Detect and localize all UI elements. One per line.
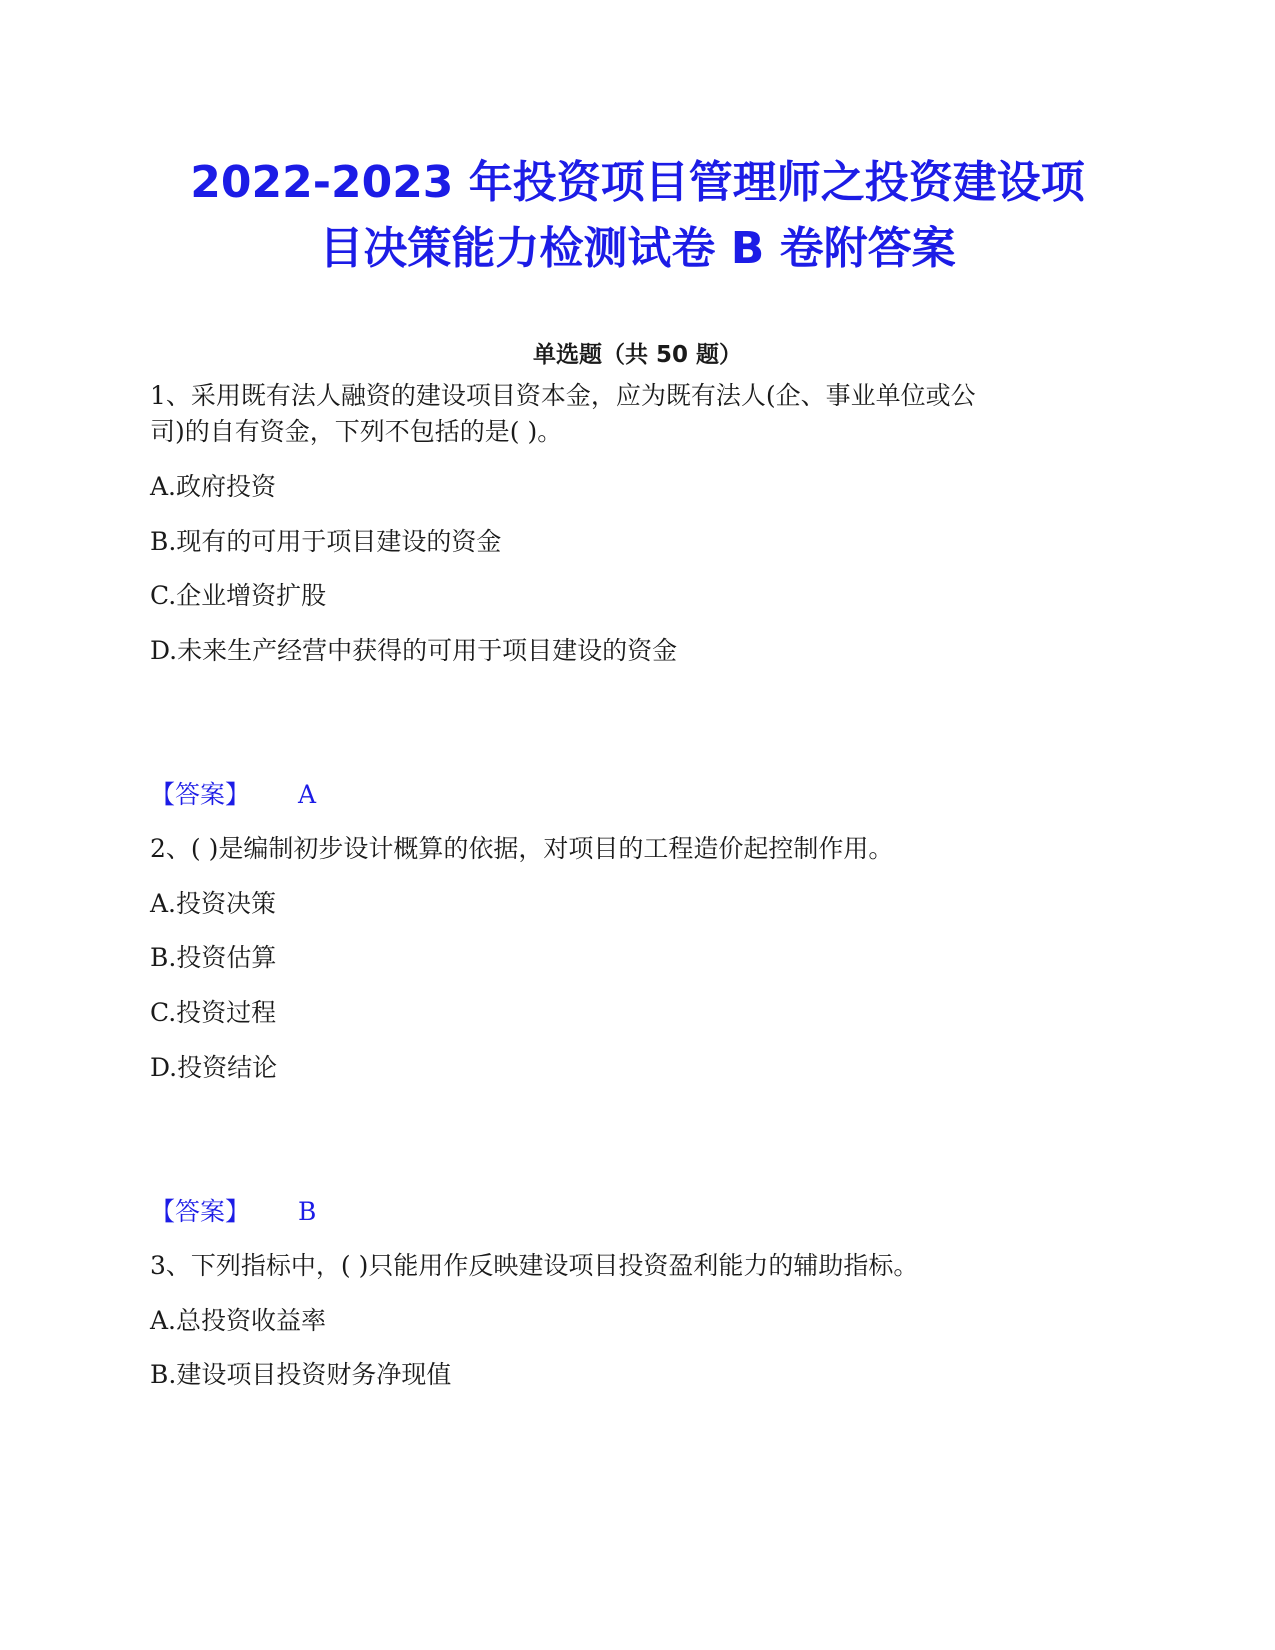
question-2-stem: 2、( )是编制初步设计概算的依据，对项目的工程造价起控制作用。 — [150, 834, 894, 863]
answer-value: A — [298, 780, 317, 809]
question-3-option-b: B.建设项目投资财务净现值 — [150, 1360, 452, 1389]
question-1-stem-line-1: 1、采用既有法人融资的建设项目资本金，应为既有法人(企、事业单位或公 — [150, 381, 976, 410]
title-line-2: 目决策能力检测试卷 B 卷附答案 — [319, 223, 956, 274]
answer-value: B — [298, 1197, 317, 1226]
question-2-option-a: A.投资决策 — [150, 889, 277, 918]
question-2-option-d: D.投资结论 — [150, 1053, 278, 1082]
section-heading: 单选题（共 50 题） — [532, 342, 743, 368]
question-1-stem-line-2: 司)的自有资金，下列不包括的是( )。 — [150, 417, 563, 446]
answer-label: 【答案】 — [150, 1197, 251, 1226]
question-3-stem: 3、下列指标中，( )只能用作反映建设项目投资盈利能力的辅助指标。 — [150, 1251, 919, 1280]
question-1-option-d: D.未来生产经营中获得的可用于项目建设的资金 — [150, 636, 678, 665]
question-3-option-a: A.总投资收益率 — [150, 1306, 327, 1335]
question-2-option-c: C.投资过程 — [150, 998, 277, 1027]
question-2-answer — [150, 1192, 316, 1232]
question-2-option-b: B.投资估算 — [150, 943, 277, 972]
question-1-answer — [150, 775, 316, 815]
document-title — [120, 150, 1155, 282]
answer-label: 【答案】 — [150, 780, 251, 809]
question-1-option-b: B.现有的可用于项目建设的资金 — [150, 527, 502, 556]
question-1-option-a: A.政府投资 — [150, 472, 277, 501]
title-line-1: 2022-2023 年投资项目管理师之投资建设项 — [190, 157, 1085, 208]
question-1-option-c: C.企业增资扩股 — [150, 581, 327, 610]
